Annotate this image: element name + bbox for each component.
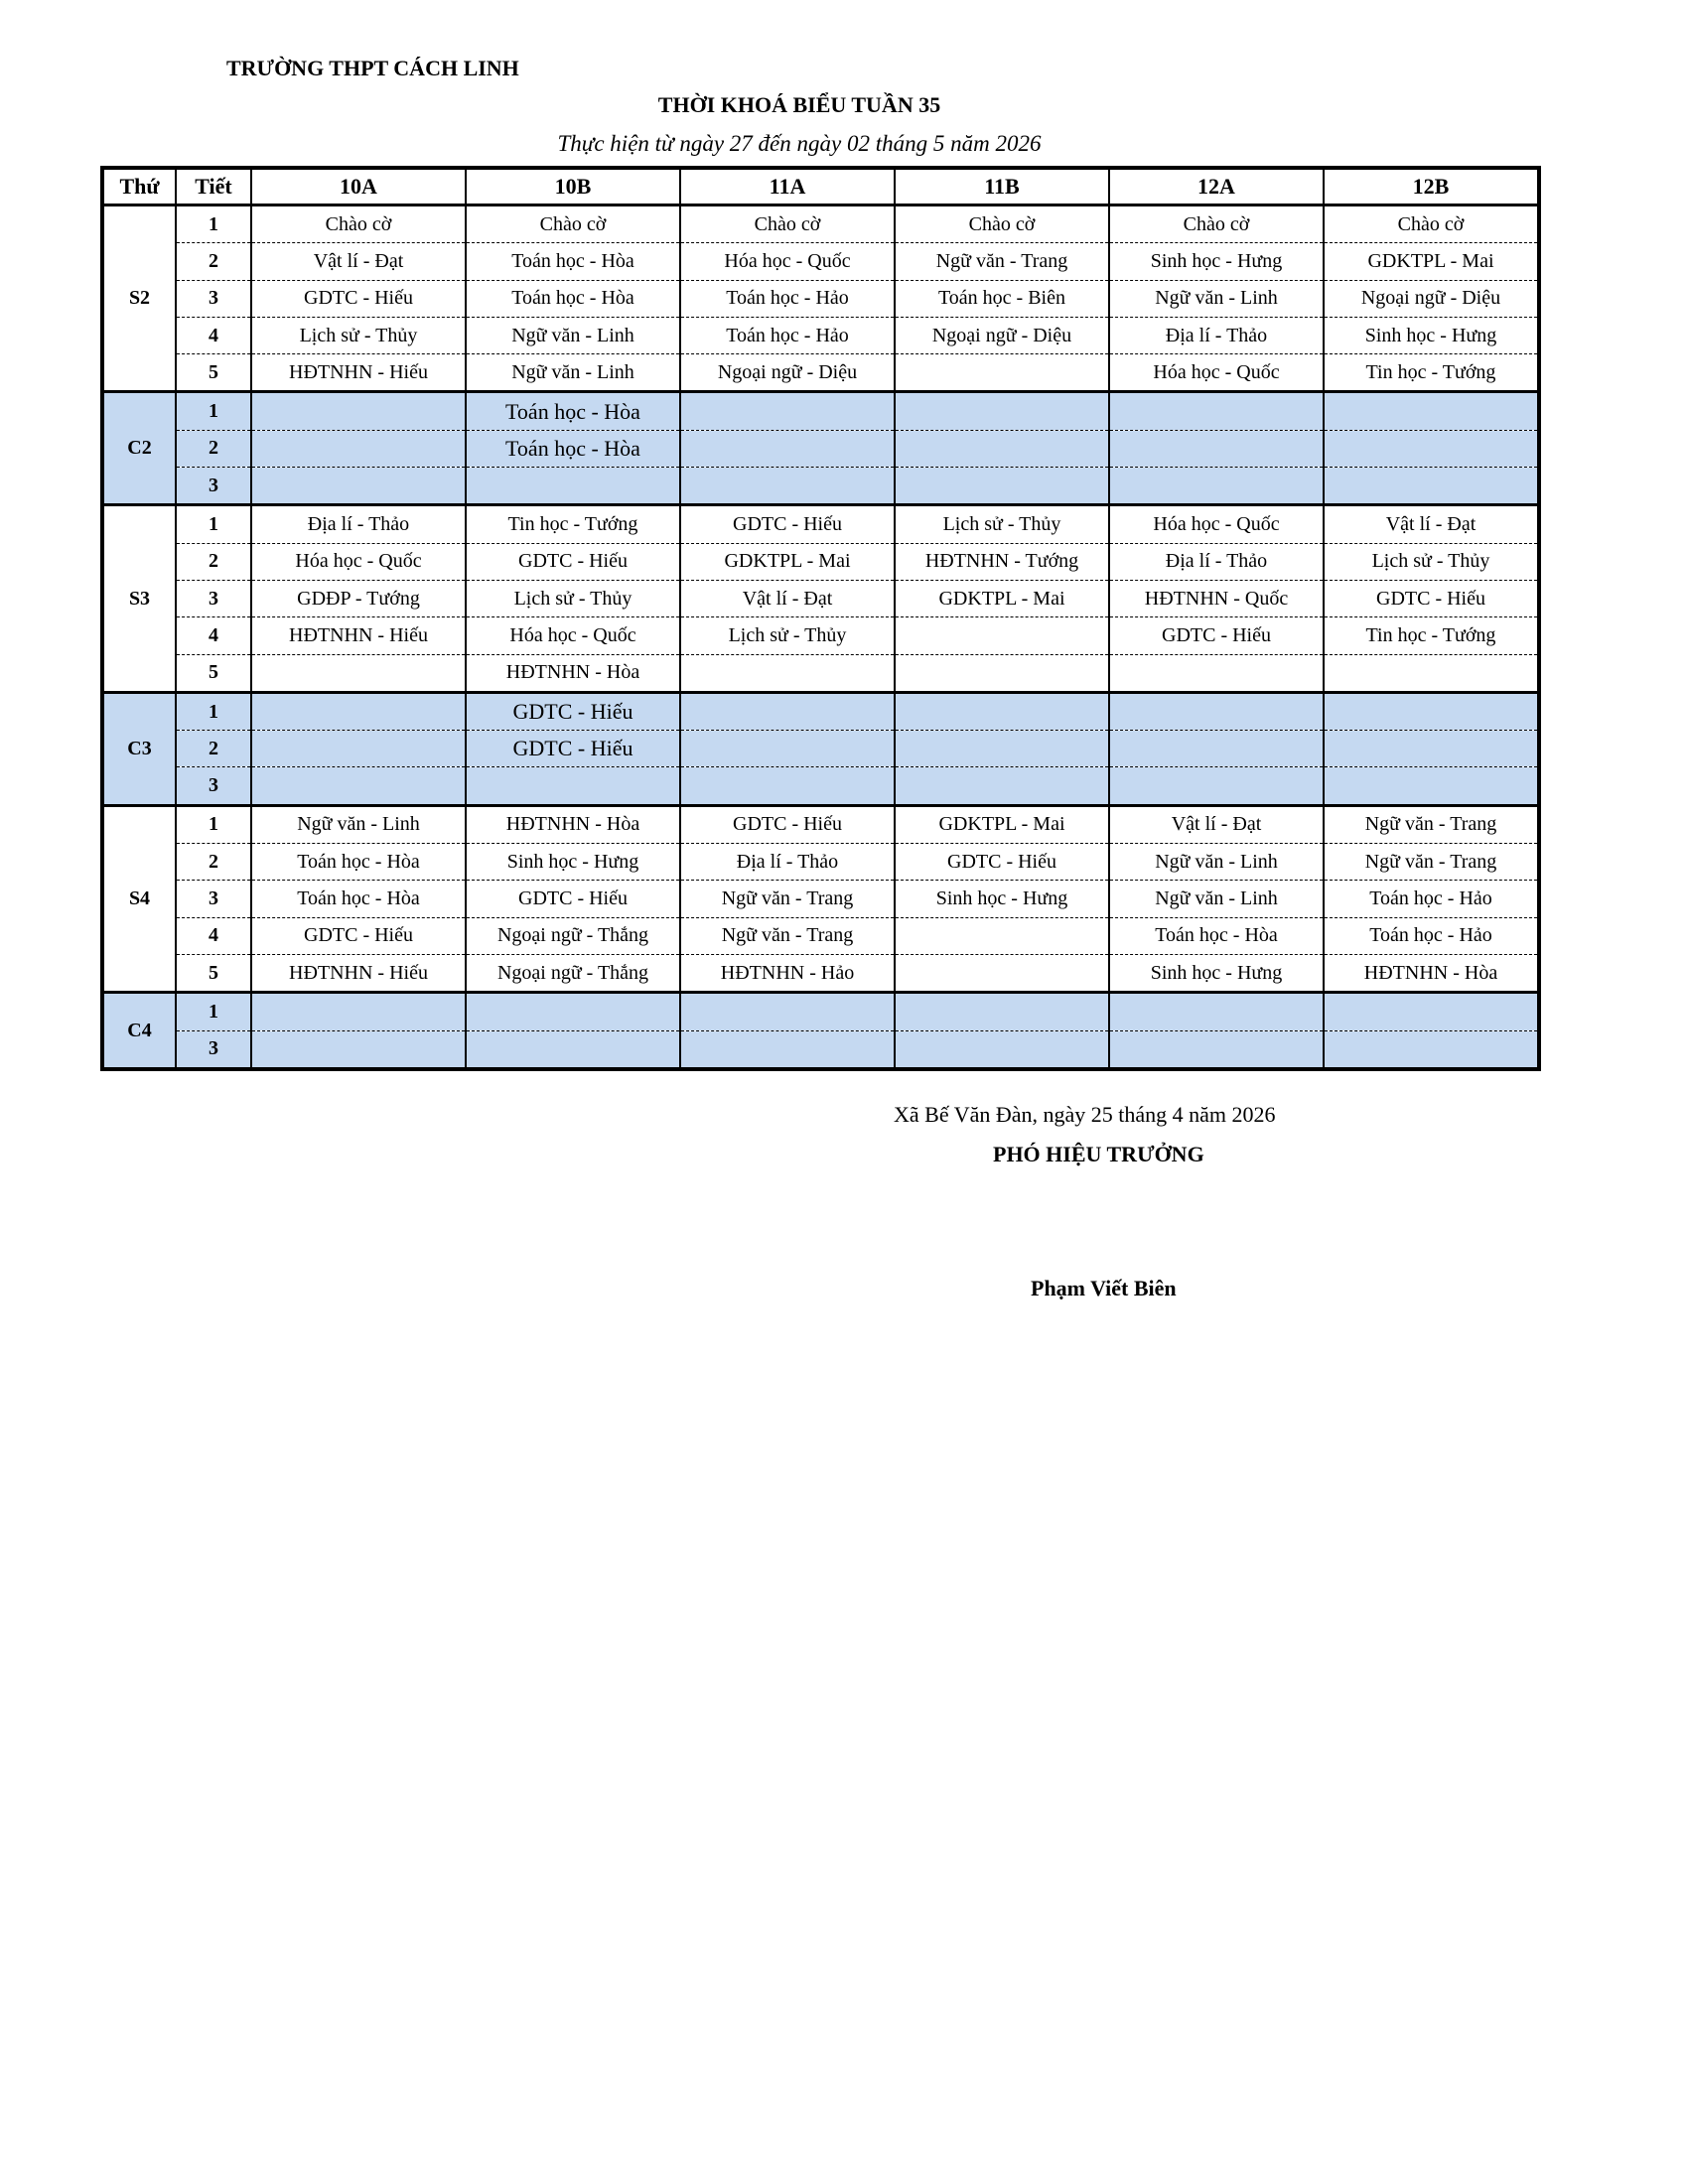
day-label: C4 — [102, 993, 176, 1069]
period-number: 2 — [176, 844, 251, 881]
subject-cell: Vật lí - Đạt — [251, 243, 466, 280]
subject-cell: Ngữ văn - Linh — [1109, 844, 1324, 881]
subject-cell — [680, 1030, 895, 1069]
subject-cell — [895, 354, 1109, 392]
subject-cell: Lịch sử - Thủy — [1324, 543, 1539, 580]
subject-cell: GDKTPL - Mai — [895, 580, 1109, 616]
subject-cell: Sinh học - Hưng — [1109, 954, 1324, 992]
subject-cell: GDTC - Hiếu — [251, 280, 466, 317]
subject-cell — [895, 617, 1109, 654]
timetable-row — [102, 1030, 1539, 1069]
subject-cell — [1109, 767, 1324, 805]
period-number: 5 — [176, 654, 251, 692]
header-class-10a: 10A — [251, 168, 466, 205]
period-number: 3 — [176, 468, 251, 505]
subject-cell — [1324, 392, 1539, 430]
timetable-row — [102, 767, 1539, 805]
timetable-row — [102, 993, 1539, 1030]
subject-cell — [680, 392, 895, 430]
subject-cell — [895, 767, 1109, 805]
subject-cell: Hóa học - Quốc — [251, 543, 466, 580]
timetable-header-row — [102, 168, 1539, 205]
subject-cell — [1324, 993, 1539, 1030]
subject-cell: GDKTPL - Mai — [1324, 243, 1539, 280]
subject-cell: Tin học - Tướng — [466, 505, 680, 543]
subject-cell — [895, 392, 1109, 430]
subject-cell: Toán học - Hòa — [251, 881, 466, 917]
period-number: 1 — [176, 993, 251, 1030]
subject-cell: GDTC - Hiếu — [1109, 617, 1324, 654]
header-class-12b: 12B — [1324, 168, 1539, 205]
subject-cell: GDKTPL - Mai — [680, 543, 895, 580]
timetable-row — [102, 580, 1539, 616]
subject-cell: HĐTNHN - Tướng — [895, 543, 1109, 580]
subject-cell — [1324, 654, 1539, 692]
subject-cell — [466, 993, 680, 1030]
subject-cell: HĐTNHN - Hòa — [466, 805, 680, 843]
timetable-row — [102, 430, 1539, 467]
page-subtitle: Thực hiện từ ngày 27 đến ngày 02 tháng 5 năm 2026 — [557, 131, 1042, 156]
timetable-row — [102, 505, 1539, 543]
subject-cell: GDĐP - Tướng — [251, 580, 466, 616]
subject-cell: HĐTNHN - Hiếu — [251, 354, 466, 392]
timetable-row — [102, 692, 1539, 730]
subject-cell: Vật lí - Đạt — [680, 580, 895, 616]
subject-cell — [1324, 430, 1539, 467]
period-number: 3 — [176, 767, 251, 805]
subject-cell: HĐTNHN - Quốc — [1109, 580, 1324, 616]
subject-cell: Sinh học - Hưng — [1109, 243, 1324, 280]
subject-cell — [895, 954, 1109, 992]
subject-cell — [466, 1030, 680, 1069]
subject-cell: Chào cờ — [895, 205, 1109, 243]
subject-cell — [680, 654, 895, 692]
timetable-row — [102, 468, 1539, 505]
subject-cell: GDTC - Hiếu — [466, 731, 680, 767]
subject-cell: GDTC - Hiếu — [251, 917, 466, 954]
subject-cell: Ngữ văn - Trang — [680, 881, 895, 917]
subject-cell: HĐTNHN - Hảo — [680, 954, 895, 992]
day-label: S4 — [102, 805, 176, 992]
period-number: 1 — [176, 505, 251, 543]
subject-cell — [1109, 993, 1324, 1030]
place-date: Xã Bế Văn Đàn, ngày 25 tháng 4 năm 2026 — [894, 1102, 1276, 1127]
subject-cell — [251, 731, 466, 767]
subject-cell — [466, 468, 680, 505]
subject-cell — [1109, 430, 1324, 467]
subject-cell: Toán học - Hảo — [680, 280, 895, 317]
subject-cell: GDTC - Hiếu — [466, 692, 680, 730]
subject-cell: Địa lí - Thảo — [680, 844, 895, 881]
subject-cell: Ngữ văn - Linh — [251, 805, 466, 843]
subject-cell: Ngữ văn - Linh — [466, 354, 680, 392]
timetable-row — [102, 205, 1539, 243]
subject-cell: HĐTNHN - Hiếu — [251, 954, 466, 992]
subject-cell: Vật lí - Đạt — [1324, 505, 1539, 543]
subject-cell: Địa lí - Thảo — [251, 505, 466, 543]
subject-cell: Hóa học - Quốc — [1109, 354, 1324, 392]
subject-cell: Toán học - Hòa — [466, 430, 680, 467]
subject-cell — [251, 392, 466, 430]
subject-cell — [1109, 392, 1324, 430]
subject-cell: Toán học - Hảo — [1324, 881, 1539, 917]
timetable-row — [102, 881, 1539, 917]
timetable-body — [102, 205, 1539, 1069]
subject-cell — [251, 468, 466, 505]
subject-cell: Toán học - Hòa — [1109, 917, 1324, 954]
header-class-10b: 10B — [466, 168, 680, 205]
timetable-row — [102, 617, 1539, 654]
timetable-row — [102, 917, 1539, 954]
subject-cell: Vật lí - Đạt — [1109, 805, 1324, 843]
subject-cell: Sinh học - Hưng — [895, 881, 1109, 917]
subject-cell: Toán học - Biên — [895, 280, 1109, 317]
subject-cell: GDTC - Hiếu — [680, 805, 895, 843]
timetable-row — [102, 317, 1539, 353]
subject-cell: Địa lí - Thảo — [1109, 317, 1324, 353]
day-label: C2 — [102, 392, 176, 505]
timetable-row — [102, 805, 1539, 843]
period-number: 4 — [176, 317, 251, 353]
subject-cell: Sinh học - Hưng — [1324, 317, 1539, 353]
subject-cell: Lịch sử - Thủy — [466, 580, 680, 616]
timetable — [100, 166, 1541, 1071]
subject-cell: Ngữ văn - Trang — [680, 917, 895, 954]
subject-cell — [1109, 692, 1324, 730]
subject-cell: Toán học - Hòa — [466, 280, 680, 317]
subject-cell — [680, 692, 895, 730]
subject-cell: HĐTNHN - Hòa — [466, 654, 680, 692]
subject-cell: Địa lí - Thảo — [1109, 543, 1324, 580]
period-number: 1 — [176, 392, 251, 430]
subject-cell: Hóa học - Quốc — [680, 243, 895, 280]
period-number: 3 — [176, 881, 251, 917]
period-number: 4 — [176, 617, 251, 654]
timetable-row — [102, 731, 1539, 767]
subject-cell — [251, 993, 466, 1030]
subject-cell: Chào cờ — [680, 205, 895, 243]
page-title: THỜI KHOÁ BIỂU TUẦN 35 — [657, 92, 941, 117]
period-number: 2 — [176, 430, 251, 467]
subject-cell: GDTC - Hiếu — [680, 505, 895, 543]
subject-cell: Lịch sử - Thủy — [895, 505, 1109, 543]
subject-cell: GDTC - Hiếu — [466, 543, 680, 580]
subject-cell — [680, 993, 895, 1030]
subject-cell — [895, 430, 1109, 467]
subject-cell: Toán học - Hòa — [466, 392, 680, 430]
period-number: 5 — [176, 954, 251, 992]
header-thu: Thứ — [102, 168, 176, 205]
header-class-12a: 12A — [1109, 168, 1324, 205]
subject-cell — [251, 654, 466, 692]
subject-cell: Ngữ văn - Trang — [895, 243, 1109, 280]
header-class-11a: 11A — [680, 168, 895, 205]
subject-cell: Chào cờ — [251, 205, 466, 243]
timetable-row — [102, 543, 1539, 580]
subject-cell: Ngữ văn - Linh — [466, 317, 680, 353]
subject-cell: GDTC - Hiếu — [1324, 580, 1539, 616]
subject-cell — [895, 993, 1109, 1030]
header-class-11b: 11B — [895, 168, 1109, 205]
period-number: 5 — [176, 354, 251, 392]
subject-cell: Ngoại ngữ - Diệu — [1324, 280, 1539, 317]
subject-cell: Toán học - Hòa — [466, 243, 680, 280]
period-number: 2 — [176, 731, 251, 767]
subject-cell: Toán học - Hảo — [680, 317, 895, 353]
subject-cell — [1324, 1030, 1539, 1069]
period-number: 2 — [176, 543, 251, 580]
subject-cell: Lịch sử - Thủy — [251, 317, 466, 353]
subject-cell — [895, 692, 1109, 730]
subject-cell: Chào cờ — [1109, 205, 1324, 243]
subject-cell — [1109, 731, 1324, 767]
timetable-row — [102, 392, 1539, 430]
subject-cell: Tin học - Tướng — [1324, 354, 1539, 392]
school-name: TRƯỜNG THPT CÁCH LINH — [226, 56, 519, 80]
subject-cell — [895, 654, 1109, 692]
subject-cell: Ngoại ngữ - Diệu — [895, 317, 1109, 353]
subject-cell — [1109, 1030, 1324, 1069]
subject-cell — [466, 767, 680, 805]
subject-cell: Lịch sử - Thủy — [680, 617, 895, 654]
subject-cell — [680, 430, 895, 467]
subject-cell: HĐTNHN - Hòa — [1324, 954, 1539, 992]
subject-cell: HĐTNHN - Hiếu — [251, 617, 466, 654]
subject-cell: Ngữ văn - Trang — [1324, 844, 1539, 881]
period-number: 3 — [176, 580, 251, 616]
subject-cell — [1324, 731, 1539, 767]
period-number: 3 — [176, 280, 251, 317]
subject-cell: Ngữ văn - Linh — [1109, 280, 1324, 317]
subject-cell: Toán học - Hòa — [251, 844, 466, 881]
subject-cell — [1324, 692, 1539, 730]
subject-cell: Hóa học - Quốc — [1109, 505, 1324, 543]
subject-cell — [680, 767, 895, 805]
subject-cell: Ngoại ngữ - Diệu — [680, 354, 895, 392]
day-label: S3 — [102, 505, 176, 692]
subject-cell — [680, 731, 895, 767]
subject-cell: Ngoại ngữ - Thắng — [466, 954, 680, 992]
subject-cell: GDTC - Hiếu — [895, 844, 1109, 881]
subject-cell — [895, 468, 1109, 505]
period-number: 4 — [176, 917, 251, 954]
subject-cell — [895, 731, 1109, 767]
period-number: 3 — [176, 1030, 251, 1069]
subject-cell — [1324, 767, 1539, 805]
subject-cell — [251, 767, 466, 805]
subject-cell — [895, 1030, 1109, 1069]
subject-cell — [251, 692, 466, 730]
signer-role: PHÓ HIỆU TRƯỞNG — [993, 1142, 1204, 1166]
subject-cell — [680, 468, 895, 505]
subject-cell — [1324, 468, 1539, 505]
day-label: S2 — [102, 205, 176, 392]
day-label: C3 — [102, 692, 176, 805]
timetable-row — [102, 654, 1539, 692]
subject-cell — [1109, 654, 1324, 692]
subject-cell: Hóa học - Quốc — [466, 617, 680, 654]
subject-cell: GDKTPL - Mai — [895, 805, 1109, 843]
timetable-row — [102, 280, 1539, 317]
subject-cell — [1109, 468, 1324, 505]
signer-name: Phạm Viết Biên — [1031, 1276, 1177, 1300]
subject-cell — [251, 1030, 466, 1069]
timetable-row — [102, 954, 1539, 992]
timetable-row — [102, 243, 1539, 280]
subject-cell: Ngữ văn - Trang — [1324, 805, 1539, 843]
timetable-row — [102, 354, 1539, 392]
subject-cell: Sinh học - Hưng — [466, 844, 680, 881]
period-number: 1 — [176, 805, 251, 843]
subject-cell: Toán học - Hảo — [1324, 917, 1539, 954]
period-number: 1 — [176, 692, 251, 730]
subject-cell — [251, 430, 466, 467]
subject-cell: Chào cờ — [466, 205, 680, 243]
period-number: 2 — [176, 243, 251, 280]
subject-cell: Ngoại ngữ - Thắng — [466, 917, 680, 954]
subject-cell: Tin học - Tướng — [1324, 617, 1539, 654]
subject-cell: GDTC - Hiếu — [466, 881, 680, 917]
subject-cell — [895, 917, 1109, 954]
subject-cell: Ngữ văn - Linh — [1109, 881, 1324, 917]
period-number: 1 — [176, 205, 251, 243]
subject-cell: Chào cờ — [1324, 205, 1539, 243]
header-tiet: Tiết — [176, 168, 251, 205]
timetable-row — [102, 844, 1539, 881]
